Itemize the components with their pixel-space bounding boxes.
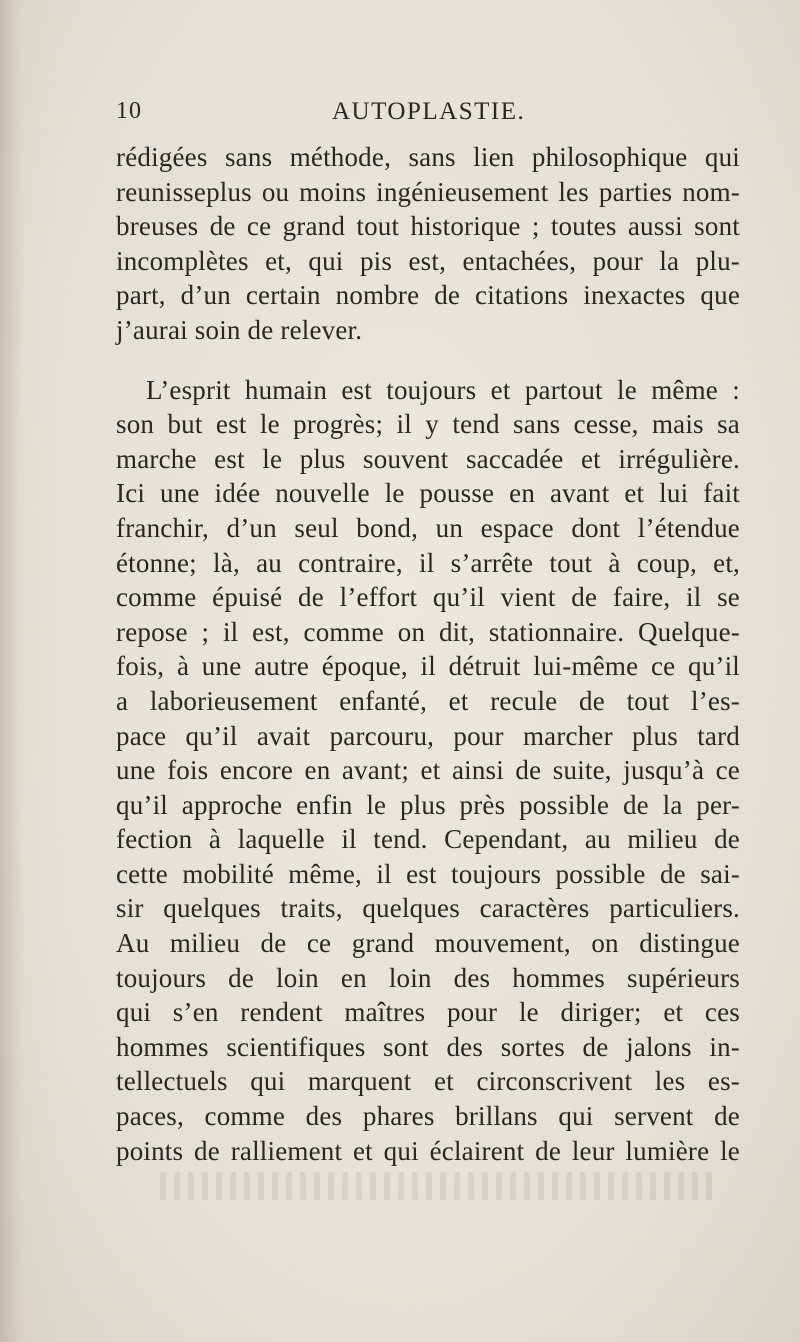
text-line: fois, à une autre époque, il détruit lui-même ce qu’il — [116, 651, 740, 682]
text-line: incomplètes et, qui pis est, entachées, pour la plu- — [116, 245, 740, 276]
text-line: Ici une idée nouvelle le pousse en avant et lui fait — [116, 478, 740, 509]
paragraph-1 — [116, 140, 740, 348]
text-line: marche est le plus souvent saccadée et irrégulière. — [116, 443, 740, 474]
text-line: Au milieu de ce grand mouvement, on distingue — [116, 928, 740, 959]
text-line: toujours de loin en loin des hommes supérieurs — [116, 962, 740, 993]
text-line: son but est le progrès; il y tend sans cesse, mais sa — [116, 409, 740, 440]
body-text — [116, 140, 740, 1168]
text-line: a laborieusement enfanté, et recule de tout l’es- — [116, 685, 740, 716]
text-line: qu’il approche enfin le plus près possible de la per- — [116, 789, 740, 820]
text-line: repose ; il est, comme on dit, stationnaire. Quelque- — [116, 616, 740, 647]
paragraph-gap — [116, 348, 740, 373]
running-head — [116, 98, 746, 134]
text-line: cette mobilité même, il est toujours possible de sai- — [116, 858, 740, 889]
text-line: breuses de ce grand tout historique ; toutes aussi sont — [116, 211, 740, 242]
text-line: une fois encore en avant; et ainsi de suite, jusqu’à ce — [116, 755, 740, 786]
running-title: AUTOPLASTIE. — [332, 98, 526, 125]
show-through-bleed — [160, 1172, 720, 1200]
text-line: rédigées sans méthode, sans lien philosophique qui — [116, 142, 740, 172]
paragraph-2 — [116, 373, 740, 1169]
text-line: points de ralliement et qui éclairent de leur lumière le — [116, 1135, 740, 1166]
page-number: 10 — [116, 98, 142, 124]
text-line: sir quelques traits, quelques caractères particuliers. — [116, 893, 740, 924]
text-line: étonne; là, au contraire, il s’arrête tout à coup, et, — [116, 547, 740, 578]
text-line: pace qu’il avait parcouru, pour marcher plus tard — [116, 720, 740, 751]
text-line: part, d’un certain nombre de citations inexactes que — [116, 280, 740, 311]
text-line: comme épuisé de l’effort qu’il vient de faire, il se — [116, 582, 740, 613]
text-line: tellectuels qui marquent et circonscrivent les es- — [116, 1066, 740, 1097]
text-line: reunisseplus ou moins ingénieusement les parties nom- — [116, 176, 740, 207]
text-line: L’esprit humain est toujours et partout le même : — [146, 374, 740, 405]
text-line: fection à laquelle il tend. Cependant, au milieu de — [116, 824, 740, 855]
text-line: qui s’en rendent maîtres pour le diriger; et ces — [116, 997, 740, 1028]
text-line: j’aurai soin de relever. — [116, 314, 363, 345]
text-line: hommes scientifiques sont des sortes de jalons in- — [116, 1031, 740, 1062]
text-line: franchir, d’un seul bond, un espace dont l’étendue — [116, 512, 740, 543]
text-line: paces, comme des phares brillans qui servent de — [116, 1101, 740, 1132]
